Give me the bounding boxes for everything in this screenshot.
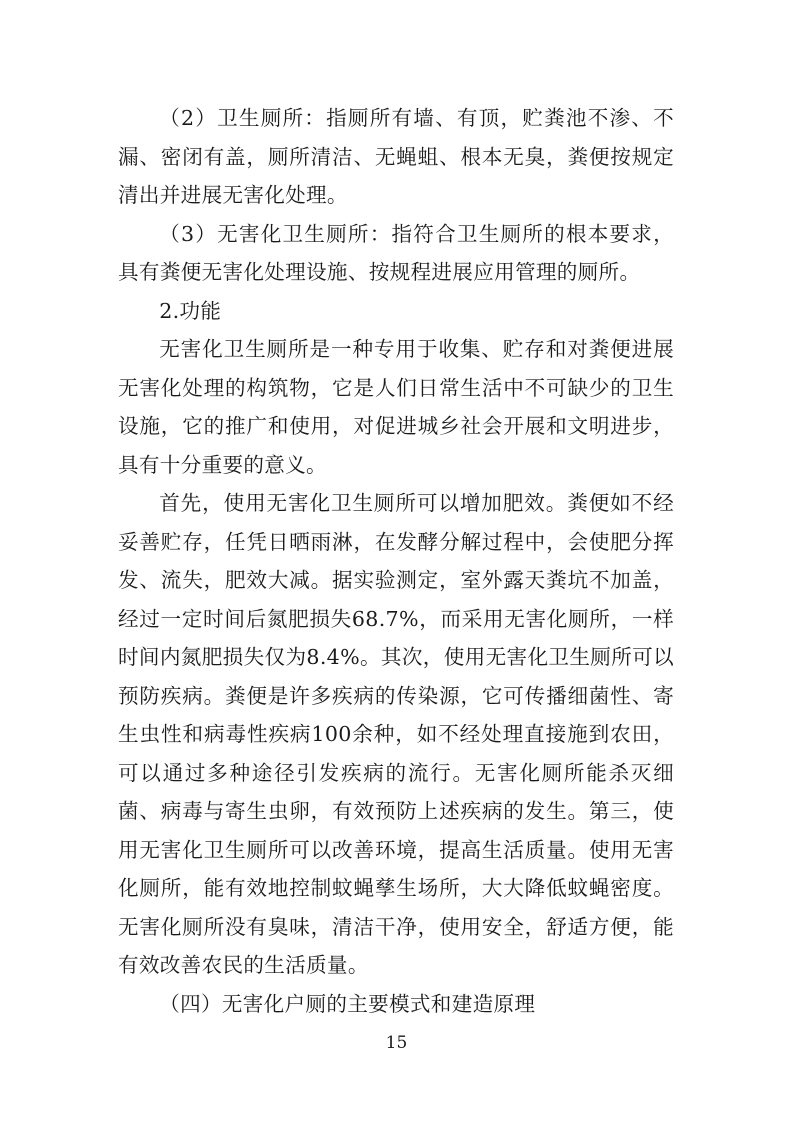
- paragraph-sanitary-toilet-definition: （2）卫生厕所：指厕所有墙、有顶，贮粪池不渗、不漏、密闭有盖，厕所清洁、无蝇蛆、根本无臭，粪便按规定清出并进展无害化处理。: [118, 106, 674, 207]
- paragraph-function-overview: 无害化卫生厕所是一种专用于收集、贮存和对粪便进展无害化处理的构筑物，它是人们日常生活中不可缺少的卫生设施，它的推广和使用，对促进城乡社会开展和文明进步，具有十分重要的意义。: [118, 337, 674, 477]
- page-number: 15: [385, 1033, 408, 1053]
- page-body: [118, 99, 674, 1023]
- paragraph-benefits: 首先，使用无害化卫生厕所可以增加肥效。粪便如不经妥善贮存，任凭日晒雨淋，在发酵分解过程中，会使肥分挥发、流失，肥效大减。据实验测定，室外露天粪坑不加盖，经过一定时间后氮肥损失68.7%，而采用无害化厕所，一样时间内氮肥损失仅为8.4%。其次，使用无害化卫生厕所可以预防疾病。粪便是许多疾病的传染源，它可传播细菌性、寄生虫性和病毒性疾病100余种，如不经处理直接施到农田，可以通过多种途径引发疾病的流行。无害化厕所能杀灭细菌、病毒与寄生虫卵，有效预防上述疾病的发生。第三，使用无害化卫生厕所可以改善环境，提高生活质量。使用无害化厕所，能有效地控制蚊蝇孳生场所，大大降低蚊蝇密度。无害化厕所没有臭味，清洁干净，使用安全，舒适方便，能有效改善农民的生活质量。: [118, 491, 674, 977]
- section-heading-function: 2.功能: [159, 298, 222, 323]
- paragraph-harmless-toilet-definition: （3）无害化卫生厕所：指符合卫生厕所的根本要求，具有粪便无害化处理设施、按规程进展应用管理的厕所。: [118, 221, 674, 284]
- section-heading-models: （四）无害化户厕的主要模式和建造原理: [159, 991, 536, 1016]
